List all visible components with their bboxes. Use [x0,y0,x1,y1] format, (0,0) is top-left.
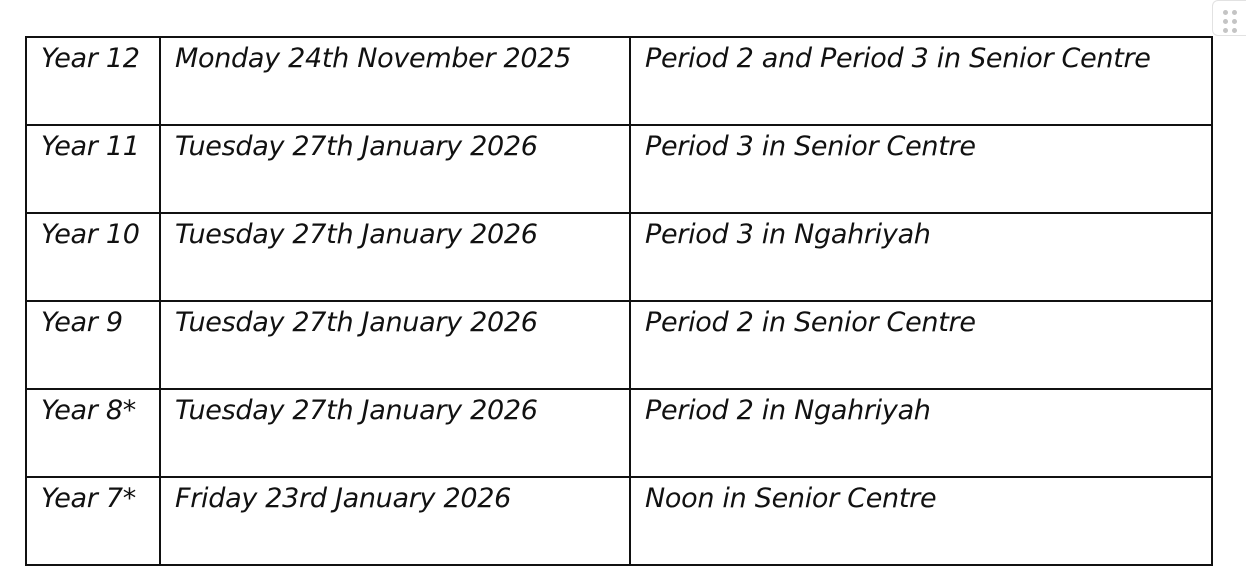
table-drag-handle[interactable] [1212,0,1246,36]
table-row [26,125,1212,213]
details-cell[interactable]: Noon in Senior Centre [630,477,1212,565]
details-cell[interactable]: Period 3 in Senior Centre [630,125,1212,213]
details-cell[interactable]: Period 2 in Senior Centre [630,301,1212,389]
schedule-table [25,36,1213,566]
drag-grip-icon [1232,19,1237,24]
details-cell[interactable]: Period 3 in Ngahriyah [630,213,1212,301]
date-cell[interactable]: Tuesday 27th January 2026 [160,125,630,213]
year-cell[interactable]: Year 8* [26,389,160,477]
drag-grip-icon [1223,10,1228,15]
drag-grip-icon [1232,28,1237,33]
drag-grip-icon [1223,19,1228,24]
date-cell[interactable]: Tuesday 27th January 2026 [160,389,630,477]
date-cell[interactable]: Tuesday 27th January 2026 [160,301,630,389]
details-cell[interactable]: Period 2 in Ngahriyah [630,389,1212,477]
year-cell[interactable]: Year 9 [26,301,160,389]
table-row [26,37,1212,125]
drag-grip-icon [1232,10,1237,15]
drag-grip-icon [1223,28,1228,33]
table-row [26,477,1212,565]
date-cell[interactable]: Tuesday 27th January 2026 [160,213,630,301]
year-cell[interactable]: Year 7* [26,477,160,565]
year-cell[interactable]: Year 12 [26,37,160,125]
date-cell[interactable]: Friday 23rd January 2026 [160,477,630,565]
year-cell[interactable]: Year 11 [26,125,160,213]
table-row [26,389,1212,477]
year-cell[interactable]: Year 10 [26,213,160,301]
details-cell[interactable]: Period 2 and Period 3 in Senior Centre [630,37,1212,125]
table-row [26,301,1212,389]
date-cell[interactable]: Monday 24th November 2025 [160,37,630,125]
table-row [26,213,1212,301]
